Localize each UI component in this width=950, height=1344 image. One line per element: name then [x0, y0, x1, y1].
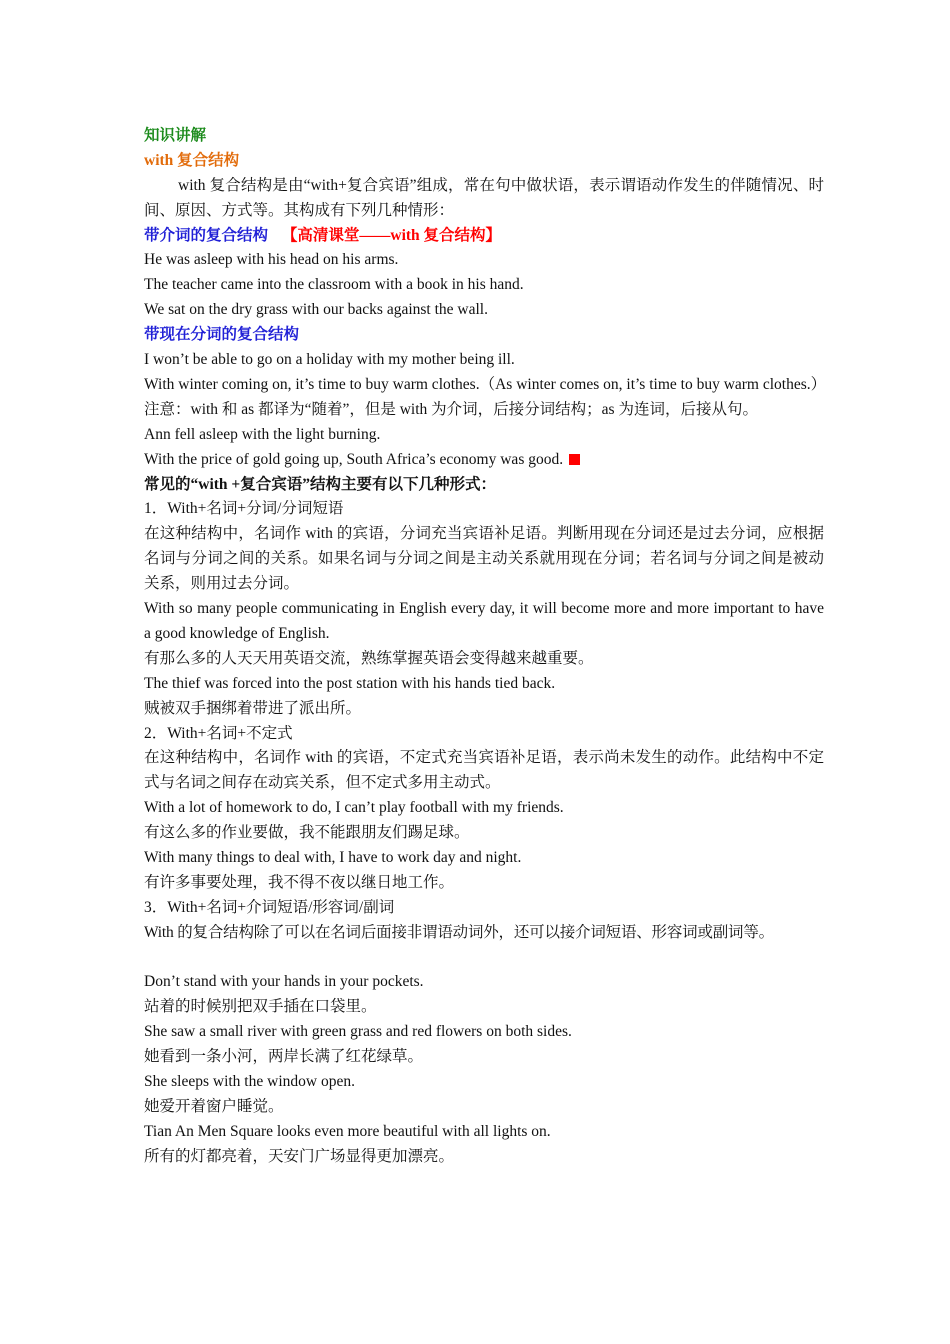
form2-title: 2．With+名词+不定式 [144, 724, 293, 742]
example-sentence: With the price of gold going up, South Africa’s economy was good. [144, 450, 564, 468]
example-sentence: I won’t be able to go on a holiday with my mother being ill. [144, 351, 515, 369]
forms-title: 常见的“with +复合宾语”结构主要有以下几种形式： [144, 475, 496, 493]
form1-description: 在这种结构中，名词作 with 的宾语，分词充当宾语补足语。判断用现在分词还是过去分词，应根据名词与分词之间的关系。如果名词与分词之间是主动关系就用现在分词；若名词与分词之间是被动关系，则用过去分词。 [144, 525, 824, 593]
example-sentence: Tian An Men Square looks even more beautiful with all lights on. [144, 1122, 551, 1140]
note-text: 注意：with 和 as 都译为“随着”，但是 with 为介词，后接分词结构；as 为连词，后接从句。 [144, 400, 758, 418]
example-sentence: He was asleep with his head on his arms. [144, 251, 399, 269]
example-sentence: We sat on the dry grass with our backs against the wall. [144, 301, 488, 319]
example-sentence: With so many people communicating in English every day, it will become more and more important to have a good knowledge of English. [144, 600, 824, 642]
blank-line [144, 946, 824, 971]
example-sentence: Ann fell asleep with the light burning. [144, 425, 381, 443]
translation: 有那么多的人天天用英语交流，熟练掌握英语会变得越来越重要。 [144, 649, 594, 667]
example-sentence-row [144, 448, 824, 473]
hd-class-tag: 【高清课堂——with 复合结构】 [281, 226, 502, 244]
translation: 贼被双手捆绑着带进了派出所。 [144, 699, 362, 717]
red-square-marker [569, 454, 580, 465]
example-sentence: Don’t stand with your hands in your pockets. [144, 973, 424, 991]
translation: 有这么多的作业要做，我不能跟朋友们踢足球。 [144, 824, 470, 842]
example-sentence: With a lot of homework to do, I can’t play football with my friends. [144, 799, 564, 817]
section-prep-title-row [144, 224, 824, 249]
example-sentence: She saw a small river with green grass and red flowers on both sides. [144, 1023, 572, 1041]
section-prep-title: 带介词的复合结构 [144, 226, 269, 244]
example-sentence: The teacher came into the classroom with a book in his hand. [144, 276, 524, 294]
translation: 所有的灯都亮着，天安门广场显得更加漂亮。 [144, 1147, 455, 1165]
translation: 有许多事要处理，我不得不夜以继日地工作。 [144, 873, 455, 891]
translation: 站着的时候别把双手插在口袋里。 [144, 998, 377, 1016]
example-sentence: She sleeps with the window open. [144, 1073, 355, 1090]
topic-title: with 复合结构 [144, 151, 240, 169]
example-sentence: With many things to deal with, I have to work day and night. [144, 848, 522, 866]
section-heading: 知识讲解 [144, 127, 207, 144]
section-participle-title: 带现在分词的复合结构 [144, 326, 300, 344]
example-sentence: The thief was forced into the post station with his hands tied back. [144, 674, 556, 692]
translation: 她看到一条小河，两岸长满了红花绿草。 [144, 1048, 424, 1066]
form1-title: 1．With+名词+分词/分词短语 [144, 500, 344, 518]
document-body [144, 124, 827, 1170]
example-sentence: With winter coming on, it’s time to buy warm clothes.（As winter comes on, it’s time to buy warm clothes.） [144, 375, 827, 393]
form3-title: 3．With+名词+介词短语/形容词/副词 [144, 898, 395, 916]
form3-description: With 的复合结构除了可以在名词后面接非谓语动词外，还可以接介词短语、形容词或副词等。 [144, 923, 774, 941]
translation: 她爱开着窗户睡觉。 [144, 1097, 284, 1115]
intro-paragraph: with 复合结构是由“with+复合宾语”组成，常在句中做状语，表示谓语动作发生的伴随情况、时间、原因、方式等。其构成有下列几种情形： [144, 176, 824, 219]
form2-description: 在这种结构中，名词作 with 的宾语，不定式充当宾语补足语，表示尚未发生的动作。此结构中不定式与名词之间存在动宾关系，但不定式多用主动式。 [144, 749, 824, 792]
